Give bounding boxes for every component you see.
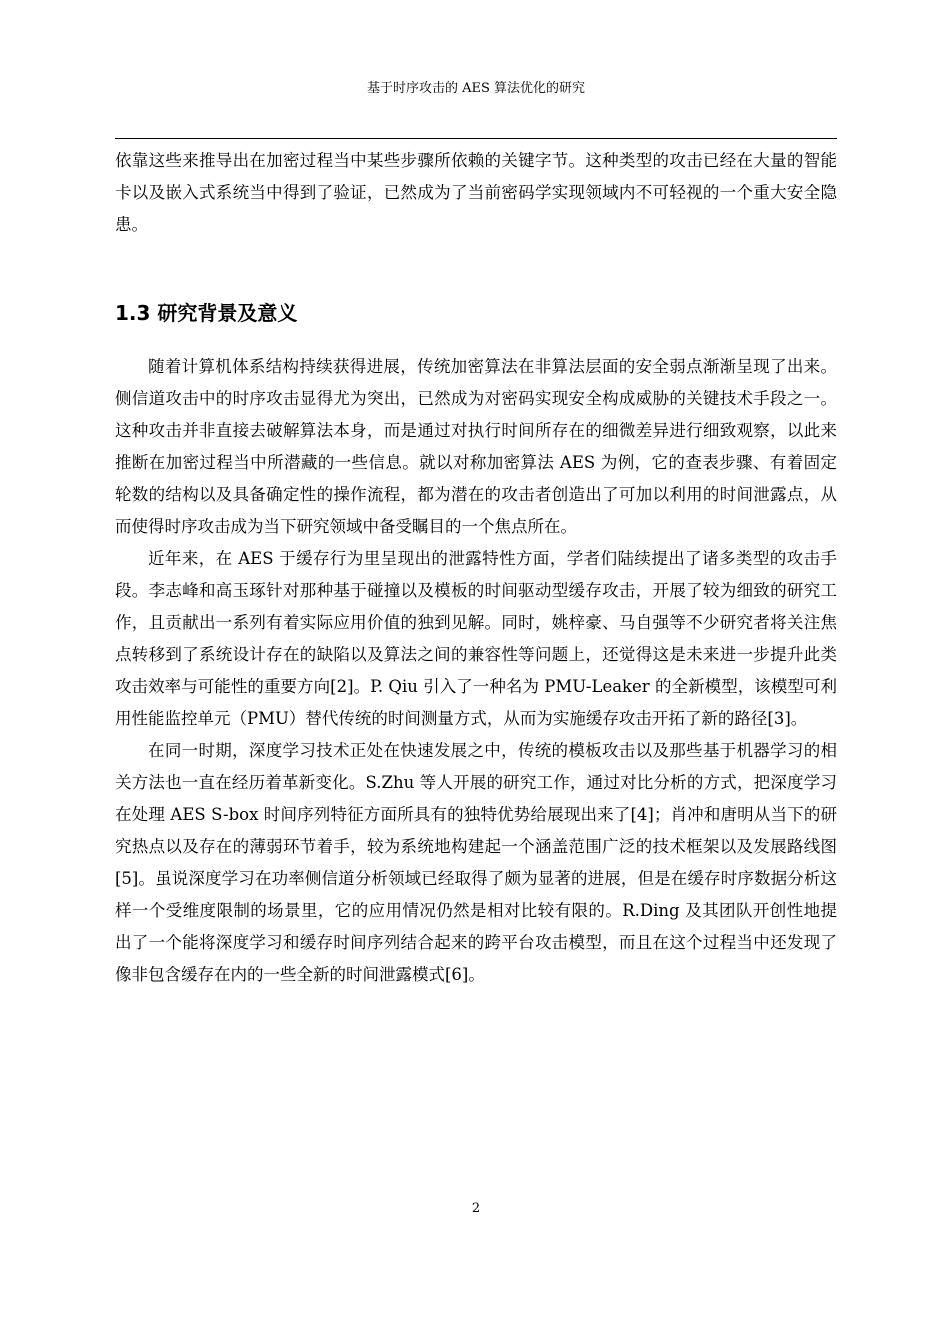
continuation-paragraph: 依靠这些来推导出在加密过程当中某些步骤所依赖的关键字节。这种类型的攻击已经在大量的智能卡以及嵌入式系统当中得到了验证，已然成为了当前密码学实现领域内不可轻视的一个重大安全隐患。 xyxy=(115,151,837,234)
body-paragraph-2: 近年来，在 AES 于缓存行为里呈现出的泄露特性方面，学者们陆续提出了诸多类型的攻击手段。李志峰和高玉琢针对那种基于碰撞以及模板的时间驱动型缓存攻击，开展了较为细致的研究工作，且贡献出一系列有着实际应用价值的独到见解。同时，姚梓豪、马自强等不少研究者将关注焦点转移到了系统设计存在的缺陷以及算法之间的兼容性等问题上，还觉得这是未来进一步提升此类攻击效率与可能性的重要方向[2]。P. Qiu 引入了一种名为 PMU-Leaker 的全新模型，该模型可利用性能监控单元（PMU）替代传统的时间测量方式，从而为实施缓存攻击开拓了新的路径[3]。 xyxy=(115,549,837,728)
section-heading: 1.3 研究背景及意义 xyxy=(115,301,298,325)
page-body xyxy=(115,145,837,991)
header-divider xyxy=(115,138,837,139)
body-paragraph-3: 在同一时期，深度学习技术正处在快速发展之中，传统的模板攻击以及那些基于机器学习的相关方法也一直在经历着革新变化。S.Zhu 等人开展的研究工作，通过对比分析的方式，把深度学习在处理 AES S-box 时间序列特征方面所具有的独特优势给展现出来了[4]；肖冲和唐明从当下的研究热点以及存在的薄弱环节着手，较为系统地构建起一个涵盖范围广泛的技术框架以及发展路线图[5]。虽说深度学习在功率侧信道分析领域已经取得了颇为显著的进展，但是在缓存时序数据分析这样一个受维度限制的场景里，它的应用情况仍然是相对比较有限的。R.Ding 及其团队开创性地提出了一个能将深度学习和缓存时间序列结合起来的跨平台攻击模型，而且在这个过程当中还发现了像非包含缓存在内的一些全新的时间泄露模式[6]。 xyxy=(115,741,837,984)
running-header: 基于时序攻击的 AES 算法优化的研究 xyxy=(366,81,586,96)
body-paragraph-1: 随着计算机体系结构持续获得进展，传统加密算法在非算法层面的安全弱点渐渐呈现了出来。侧信道攻击中的时序攻击显得尤为突出，已然成为对密码实现安全构成威胁的关键技术手段之一。这种攻击并非直接去破解算法本身，而是通过对执行时间所存在的细微差异进行细致观察，以此来推断在加密过程当中所潜藏的一些信息。就以对称加密算法 AES 为例，它的查表步骤、有着固定轮数的结构以及具备确定性的操作流程，都为潜在的攻击者创造出了可加以利用的时间泄露点，从而使得时序攻击成为当下研究领域中备受瞩目的一个焦点所在。 xyxy=(115,357,837,536)
page-number: 2 xyxy=(471,1201,481,1216)
